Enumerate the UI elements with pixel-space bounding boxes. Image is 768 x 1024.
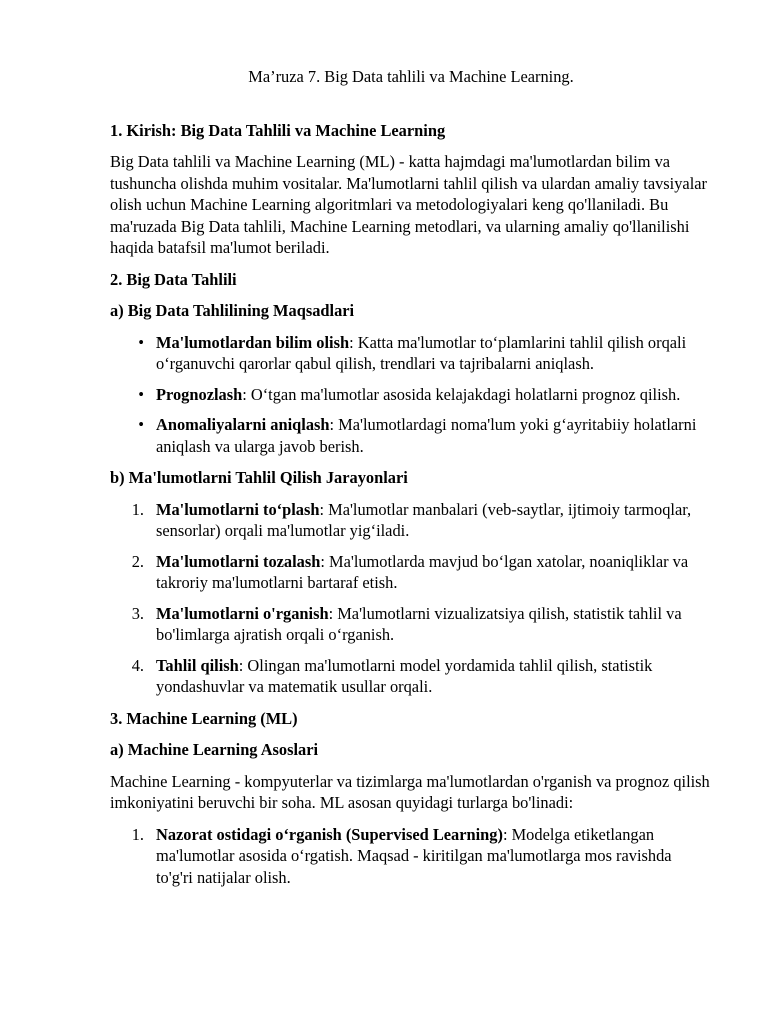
list-item-term: Ma'lumotlarni tozalash [156, 551, 321, 571]
list-item [110, 603, 712, 646]
list-item [110, 551, 712, 594]
list-item [110, 414, 712, 457]
section-1-heading: 1. Kirish: Big Data Tahlili va Machine Learning [110, 120, 446, 140]
section-3a-heading: a) Machine Learning Asoslari [110, 740, 319, 759]
section-1-paragraph: Big Data tahlili va Machine Learning (ML) - katta hajmdagi ma'lumotlardan bilim va tushuncha olishda muhim vositalar. Ma'lumotlarni tahlil qilish va ulardan amaliy tavsiyalar olish uchun Machine Learning algoritmlari va metodologiyalari keng qo'llaniladi. Bu ma'ruzada Big Data tahlili, Machine Learning metodlari, va ularning amaliy qo'llanilishi haqida batafsil ma'lumot beriladi. [110, 152, 707, 257]
list-item [110, 499, 712, 542]
list-item-text: : Modelga etiketlangan ma'lumotlar asosida o‘rgatish. Maqsad - kiritilgan ma'lumotlarga mos ravishda to'g'ri natijalar olish. [156, 824, 672, 887]
list-item-term: Ma'lumotlarni to‘plash [156, 499, 320, 519]
list-item-term: Ma'lumotlardan bilim olish [156, 332, 350, 352]
list-item-text: : Ma'lumotlar manbalari (veb-saytlar, ijtimoiy tarmoqlar, sensorlar) orqali ma'lumotlar yig‘iladi. [156, 499, 692, 540]
bullet-marker: • [138, 415, 144, 434]
list-item-text: : Ma'lumotlarda mavjud bo‘lgan xatolar, noaniqliklar va takroriy ma'lumotlarni bartaraf etish. [156, 551, 689, 592]
list-item-text: : O‘tgan ma'lumotlar asosida kelajakdagi holatlarni prognoz qilish. [242, 384, 681, 404]
list-number: 1. [131, 824, 144, 844]
ml-types-numbered-list [110, 824, 712, 889]
document-title: Ma’ruza 7. Big Data tahlili va Machine Learning. [248, 67, 574, 86]
list-item-term: Ma'lumotlarni o'rganish [156, 603, 329, 623]
section-3-paragraph: Machine Learning - kompyuterlar va tizimlarga ma'lumotlardan o'rganish va prognoz qilish imkoniyatini beruvchi bir soha. ML asosan quyidagi turlarga bo'linadi: [110, 771, 710, 812]
list-item [110, 384, 712, 406]
list-item-term: Prognozlash [156, 384, 243, 404]
list-number: 3. [131, 603, 144, 623]
process-numbered-list [110, 499, 712, 698]
bullet-marker: • [138, 384, 144, 404]
section-2b-heading: b) Ma'lumotlarni Tahlil Qilish Jarayonlari [110, 468, 408, 487]
section-3-heading: 3. Machine Learning (ML) [110, 708, 298, 728]
list-item-term: Anomaliyalarni aniqlash [156, 415, 330, 434]
goals-bullet-list [110, 332, 712, 458]
section-2-heading: 2. Big Data Tahlili [110, 269, 237, 289]
list-item-term: Tahlil qilish [156, 655, 239, 675]
list-item-text: : Olingan ma'lumotlarni model yordamida tahlil qilish, statistik yondashuvlar va matematik usullar orqali. [156, 655, 653, 696]
bullet-marker: • [138, 332, 144, 352]
list-item-text: : Ma'lumotlarni vizualizatsiya qilish, statistik tahlil va bo'limlarga ajratish orqali o‘rganish. [156, 603, 682, 644]
list-item-text: : Ma'lumotlardagi noma'lum yoki g‘ayritabiiy holatlarni aniqlash va ularga javob berish. [156, 415, 697, 456]
section-2a-heading: a) Big Data Tahlilining Maqsadlari [110, 301, 355, 320]
list-item-text: : Katta ma'lumotlar to‘plamlarini tahlil qilish orqali o‘rganuvchi qarorlar qabul qilish, trendlari va tajribalarni aniqlash. [156, 332, 687, 373]
list-item-term: Nazorat ostidagi o‘rganish (Supervised Learning) [156, 824, 503, 844]
list-item [110, 824, 712, 889]
list-number: 1. [131, 499, 144, 519]
list-item [110, 332, 712, 375]
list-item [110, 655, 712, 698]
list-number: 4. [131, 655, 144, 675]
list-number: 2. [131, 551, 144, 571]
